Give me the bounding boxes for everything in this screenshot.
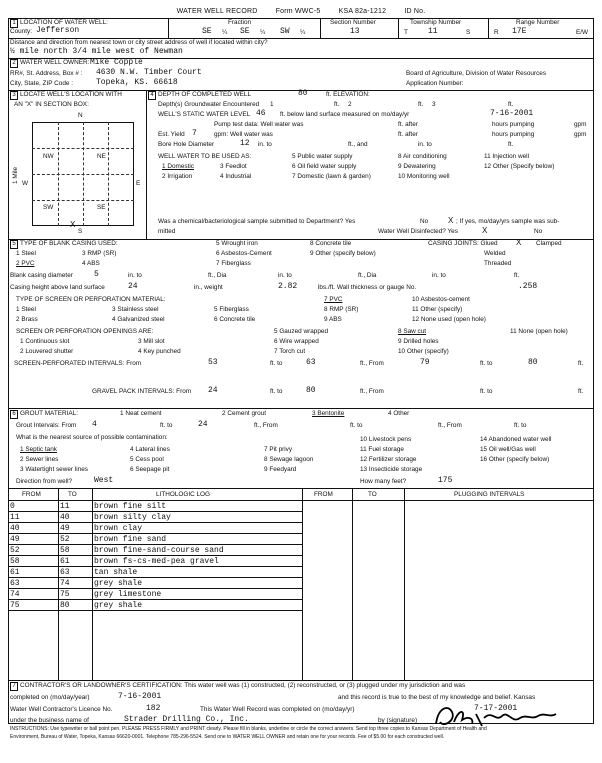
screen-concrete[interactable]: 6 Concrete tile [214,316,256,323]
yield-value[interactable]: 7 [192,129,197,138]
screen-from-2[interactable]: 79 [420,358,430,367]
use-label: WELL WATER TO BE USED AS: [158,153,252,160]
pump-test-label: Pump test data: Well water was [214,121,304,128]
completed-label: completed on (mo/day/year) [10,694,90,701]
section-box-label: AN "X" IN SECTION BOX: [14,101,89,108]
open-drilled[interactable]: 9 Drilled holes [398,338,439,345]
src-lagoon[interactable]: 8 Sewage lagoon [264,456,314,463]
grout-bentonite[interactable]: 3 Bentonite [312,410,345,417]
depth-label: 4 DEPTH OF COMPLETED WELL [148,91,251,100]
log-to[interactable]: 74 [60,579,70,588]
open-wire[interactable]: 6 Wire wrapped [274,338,319,345]
open-other[interactable]: 10 Other (specify) [398,348,449,355]
township-number[interactable]: 11 [428,27,438,36]
east-label: E [136,180,141,187]
open-gauzed[interactable]: 5 Gauzed wrapped [274,328,329,335]
log-from[interactable]: 11 [10,513,20,522]
license-number[interactable]: 182 [146,704,161,713]
use-domestic[interactable]: 1 Domestic [162,163,194,170]
casing-height-label: Casing height above land surface [10,284,105,291]
src-septic[interactable]: 1 Septic tank [20,446,57,453]
screen-rmp[interactable]: 8 RMP (SR) [324,306,359,313]
casing-other[interactable]: 9 Other (specify below) [310,250,376,257]
log-row [8,567,594,577]
fraction-label: Fraction [228,19,252,26]
log-to[interactable]: 80 [60,601,70,610]
src-feedyard[interactable]: 9 Feedyard [264,466,297,473]
open-key[interactable]: 4 Key punched [138,348,181,355]
fraction-1[interactable]: SE [202,27,212,36]
north-label: N [78,112,83,119]
log-from[interactable]: 63 [10,579,20,588]
yield-label: Est. Yield [158,131,185,138]
src-livestock[interactable]: 10 Livestock pens [360,436,412,443]
casing-diameter[interactable]: 5 [94,270,99,279]
casing-type-label: 5 TYPE OF BLANK CASING USED: [10,240,118,249]
license-label: Water Well Contractor's Licence No. [10,706,113,713]
log-row [8,523,594,533]
log-from[interactable]: 0 [10,502,15,511]
casing-steel[interactable]: 1 Steel [16,250,36,257]
chem-sample-label: Was a chemical/bacteriological sample submitted to Department? Yes [158,218,356,225]
groundwater-label: Depth(s) Groundwater Encountered [158,101,260,108]
statute: KSA 82a-1212 [338,8,387,15]
use-lawn[interactable]: 7 Domestic (lawn & garden) [292,173,371,180]
log-row [8,501,594,511]
log-to[interactable]: 40 [60,513,70,522]
log-from[interactable]: 58 [10,557,20,566]
casing-rmp[interactable]: 3 RMP (SR) [82,250,117,257]
contamination-label: What is the nearest source of possible contamination: [16,434,168,441]
depth-value[interactable]: 80 [298,89,308,98]
log-row [8,512,594,522]
screen-steel[interactable]: 1 Steel [16,306,36,313]
log-from[interactable]: 61 [10,568,20,577]
screen-intervals-label: SCREEN-PERFORATED INTERVALS: From [14,360,142,367]
sw-quadrant: SW [43,204,54,211]
grout-material-label: 6 GROUT MATERIAL: [10,410,78,419]
open-mill[interactable]: 3 Mill slot [138,338,165,345]
elevation-label: ft. ELEVATION: [326,91,370,98]
log-from[interactable]: 74 [10,590,20,599]
water-well-record-form: WATER WELL RECORD Form WWC-5 KSA 82a-1212 ID No. 1 LOCATION OF WATER WELL: County: Jefferson Fraction SE ¼ SE ¼ SW ¼ Section Number 13 Township Number T 11 S Range Number R 17E E/W Distance and direction from nearest town or city street address of well if located within city? ½ mile north 3/4 mile west of Newman 2 WATER WELL OWNER: Mike Copple RR#, St. Address, Box # : 4630 N.W. Timber Court City, State, ZIP Code : Topeka, KS. 66618 Board of Agriculture, Division of Water Resources Application Number: 3 LOCATE WELL'S LOCATION WITH AN "X" IN SECTION BOX: N S W E 1 Mile NW NE SW SE X 4 DEPTH OF COMPLETED WELL 80 ft. ELEVATION: Depth(s) Groundwater Encountered 1 ft. 2 ft. 3 ft. WELL'S STATIC WATER LEVEL 46 ft. below land surface measured on mo/day/yr 7-16-2001 Pump test data: Well water was ft. after hours pumping gpm Est. Yield 7 gpm: Well water was ft. after hours pumping gpm Bore Hole Diameter 12 in. to ft., and in. to ft. WELL WATER TO BE USED AS: 1 Domestic 2 Irrigation 3 Feedlot 4 Industrial 5 Public water supply 6 Oil field water supply 7 Domestic (lawn & garden) 8 Air conditioning 9 Dewatering 10 Monitoring well 11 Injection well 12 Other (Specify below) Was a chemical/bacteriological sample submitted to Department? Yes No X ; If yes, mo/day/yrs sample was sub- mitted Water Well Disinfected? Yes X No 5 TYPE OF BLANK CASING USED: 1 Steel 2 PVC 3 RMP (SR) 4 ABS 5 Wrought iron 6 Asbestos-Cement 7 Fiberglass 8 Concrete tile 9 Other (specify below) CASING JOINTS: Glued X Clamped Welded Threaded Blank casing diameter 5 in. to ft., Dia in. to ft., Dia in. to ft. Casing height above land surface 24 in., weight 2.82 lbs./ft. Wall thickness or gauge No. .258 TYPE OF SCREEN OR PERFORATION MATERIAL: 1 Steel 2 Brass 3 Stainless steel 4 Galvanized steel 5 Fiberglass 6 Concrete tile 7 PVC 8 RMP (SR) 9 ABS 10 Asbestos-cement 11 Other (specify) 12 None used (open hole) SCREEN OR PERFORATION OPENINGS ARE: 1 Continuous slot 2 Louvered shutter 3 Mill slot 4 Key punched 5 Gauzed wrapped 6 Wire wrapped 7 Torch cut 8 Saw cut 9 Drilled holes 10 Other (specify) 11 None (open hole) SCREEN-PERFORATED INTERVALS: From 53 ft. to 63 ft., From 79 ft. to 80 ft. GRAVEL PACK INTERVALS: From 24 ft. to 80 ft., From ft. to ft. 6 GROUT MATERIAL: 1 Neat cement 2 Cement grout 3 Bentonite 4 Other Grout Intervals: From 4 ft. to 24 ft., From ft. to ft., From ft. to What is the nearest source of possible contamination: 1 Septic tank 2 Sewer lines 3 Watertight sewer lines 4 Lateral lines 5 Cess pool 6 Seepage pit 7 Pit privy 8 Sewage lagoon 9 Feedyard 10 Livestock pens 11 Fuel storage 12 Fertilizer storage 13 Insecticide storage 14 Abandoned water well 15 Oil well/Gas well 16 Other (specify below) Direction from well? West How many feet? 175 FROM TO LITHOLOGIC LOG FROM TO PLUGGING INTERVALS 0 11 brown fine silt 11 40 brown silty clay 40 49 brown clay 49 52 brown fine sand 52 58 brown fine-sand-course sand 58 61 brown fs-cs-med-pea gravel 61 63 tan shale 63 74 grey shale 74 75 grey limestone 75 80 grey shale 7 CONTRACTOR'S OR LANDOWNER'S CERTIFICATION: This water well was (1) constructed, (2) reconstructed, or (3) plugged under my jurisdiction and was completed on (mo/day/year) 7-16-2001 and this record is true to the best of my knowledge and belief. Kansas Water Well Contractor's Licence No. 182 This Water Well Record was completed on (mo/day/yr) 7-17-2001 under the business name of Strader Drilling Co., Inc. by (signature) INSTRUCTIONS: Use typewriter or ball point pen. PLEASE PRESS FIRMLY and PRINT clearly. Please fill in blanks, underline or circle the correct answers. Send top three copies to Kansas Department of Health and Environment, Bureau of Water, Topeka, Kansas 66620-0001. Telephone 785-296-5524. Send one to WATER WELL OWNER and retain one for your records. Fee of $5.00 for each constructed well. [8,8,594,746]
section-number-label: Section Number [330,19,376,26]
screen-abs[interactable]: 9 ABS [324,316,342,323]
use-irrigation[interactable]: 2 Irrigation [162,173,193,180]
log-description[interactable]: brown silty clay [94,513,171,522]
log-description[interactable]: grey limestone [94,590,162,599]
open-continuous[interactable]: 1 Continuous slot [20,338,70,345]
screen-material-label: TYPE OF SCREEN OR PERFORATION MATERIAL: [16,296,166,303]
screen-none[interactable]: 12 None used (open hole) [412,316,486,323]
business-label: under the business name of [10,717,89,724]
casing-gauge[interactable]: .258 [518,282,538,291]
log-to[interactable]: 58 [60,546,70,555]
gravel-intervals-label: GRAVEL PACK INTERVALS: From [92,388,192,395]
fraction-3[interactable]: SW [280,27,290,36]
src-abandoned[interactable]: 14 Abandoned water well [480,436,552,443]
casing-wrought[interactable]: 5 Wrought iron [216,240,258,247]
use-public[interactable]: 5 Public water supply [292,153,353,160]
use-oilfield[interactable]: 6 Oil field water supply [292,163,357,170]
use-feedlot[interactable]: 3 Feedlot [220,163,247,170]
id-number-label: ID No. [404,8,426,15]
fraction-2[interactable]: SE [240,27,250,36]
address-value[interactable]: 4630 N.W. Timber Court [96,68,202,77]
well-location-mark: X [70,220,76,229]
joints-glued-mark[interactable]: X [516,238,522,247]
screen-other[interactable]: 11 Other (specify) [412,306,463,313]
screen-brass[interactable]: 2 Brass [16,316,38,323]
distance-label: Distance and direction from nearest town or city street address of well if located within city? [10,39,268,46]
log-description[interactable]: brown fine silt [94,502,167,511]
screen-to-2[interactable]: 80 [528,358,538,367]
form-number: Form WWC-5 [275,8,321,15]
se-quadrant: SE [97,204,106,211]
completed-date[interactable]: 7-16-2001 [118,692,162,701]
distance-value[interactable]: ½ mile north 3/4 mile west of Newman [10,47,183,56]
instructions-line-2: Environment, Bureau of Water, Topeka, Kansas 66620-0001. Telephone 785-296-5524. Send one to WATER WELL OWNER and retain one for your records. Fee of $5.00 for each constructed well. [10,734,445,740]
grout-other[interactable]: 4 Other [388,410,410,417]
log-to[interactable]: 61 [60,557,70,566]
screen-asbestos[interactable]: 10 Asbestos-cement [412,296,470,303]
log-description[interactable]: grey shale [94,579,143,588]
range-label: Range Number [516,19,560,26]
use-dewatering[interactable]: 9 Dewatering [398,163,436,170]
src-sewer[interactable]: 2 Sewer lines [20,456,59,463]
county-label: County: [10,28,33,35]
static-level-value[interactable]: 46 [256,109,266,118]
record-date[interactable]: 7-17-2001 [474,704,518,713]
use-industrial[interactable]: 4 Industrial [220,173,252,180]
grout-intervals-label: Grout Intervals: From [16,422,77,429]
form-header [8,8,594,18]
direction-label: Direction from well? [16,478,73,485]
open-torch[interactable]: 7 Torch cut [274,348,306,355]
openings-label: SCREEN OR PERFORATION OPENINGS ARE: [16,328,154,335]
log-row [8,534,594,544]
src-watertight[interactable]: 3 Watertight sewer lines [20,466,88,473]
src-privy[interactable]: 7 Pit privy [264,446,293,453]
log-to[interactable]: 11 [60,502,70,511]
src-lateral[interactable]: 4 Lateral lines [130,446,170,453]
use-injection[interactable]: 11 Injection well [484,153,529,160]
bore-value[interactable]: 12 [240,139,250,148]
screen-fiberglass[interactable]: 5 Fiberglass [214,306,249,313]
log-to-header: TO [68,491,77,498]
grout-from[interactable]: 4 [92,420,97,429]
src-seepage[interactable]: 6 Seepage pit [130,466,170,473]
log-row [8,578,594,588]
screen-galvanized[interactable]: 4 Galvanized steel [112,316,165,323]
township-label: Township Number [410,19,462,26]
certification-text: 7 CONTRACTOR'S OR LANDOWNER'S CERTIFICATION: This water well was (1) constructed, (2) reconstructed, or (3) plugged under my jurisdiction and was [10,682,465,691]
grout-cement[interactable]: 2 Cement grout [222,410,267,417]
casing-concrete[interactable]: 8 Concrete tile [310,240,352,247]
use-ac[interactable]: 8 Air conditioning [398,153,447,160]
bore-label: Bore Hole Diameter [158,141,215,148]
use-other[interactable]: 12 Other (Specify below) [484,163,555,170]
log-from[interactable]: 75 [10,601,20,610]
log-from[interactable]: 49 [10,535,20,544]
log-row [8,545,594,555]
south-label: S [78,228,83,235]
gravel-from[interactable]: 24 [208,386,218,395]
form-title: WATER WELL RECORD [176,8,258,15]
business-name[interactable]: Strader Drilling Co., Inc. [124,715,249,724]
src-insecticide[interactable]: 13 Insecticide storage [360,466,423,473]
static-level-date[interactable]: 7-16-2001 [490,109,534,118]
feet-value[interactable]: 175 [438,476,453,485]
mile-label: 1 Mile [12,166,19,184]
static-level-label: WELL'S STATIC WATER LEVEL [158,111,251,118]
plug-from-header: FROM [314,491,333,498]
log-to[interactable]: 75 [60,590,70,599]
address-label: RR#, St. Address, Box # : [10,70,83,77]
log-from[interactable]: 52 [10,546,20,555]
casing-fiberglass[interactable]: 7 Fiberglass [216,260,251,267]
direction-value[interactable]: West [94,476,114,485]
screen-from-1[interactable]: 53 [208,358,218,367]
grout-to[interactable]: 24 [198,420,208,429]
log-description[interactable]: brown clay [94,524,143,533]
open-saw[interactable]: 8 Saw cut [398,328,427,335]
log-description[interactable]: brown fs-cs-med-pea gravel [94,557,219,566]
section-2-title: 2 WATER WELL OWNER: [10,59,89,68]
log-to[interactable]: 49 [60,524,70,533]
src-oilgas[interactable]: 15 Oil well/Gas well [480,446,536,453]
use-monitoring[interactable]: 10 Monitoring well [398,173,450,180]
casing-asbestos[interactable]: 6 Asbestos-Cement [216,250,272,257]
gravel-to[interactable]: 80 [306,386,316,395]
log-to[interactable]: 63 [60,568,70,577]
log-to[interactable]: 52 [60,535,70,544]
application-number-label: Application Number: [406,80,464,87]
src-other[interactable]: 16 Other (specify below) [480,456,550,463]
chem-sample-no-mark[interactable]: X [448,216,454,225]
city-label: City, State, ZIP Code : [10,80,73,87]
west-label: W [22,180,29,187]
range-number[interactable]: 17E [512,27,527,36]
board-label: Board of Agriculture, Division of Water Resources [406,70,547,77]
section-number[interactable]: 13 [350,27,360,36]
city-value[interactable]: Topeka, KS. 66618 [96,78,178,87]
screen-to-1[interactable]: 63 [306,358,316,367]
owner-name[interactable]: Mike Copple [90,58,143,67]
open-none[interactable]: 11 None (open hole) [510,328,568,335]
log-description[interactable]: tan shale [94,568,138,577]
instructions-line-1: INSTRUCTIONS: Use typewriter or ball point pen. PLEASE PRESS FIRMLY and PRINT clearly. Please fill in blanks, underline or circle the correct answers. Send top three copies to Kansas Department of Health and [10,726,487,732]
open-louvered[interactable]: 2 Louvered shutter [20,348,74,355]
log-row [8,600,594,610]
casing-abs[interactable]: 4 ABS [82,260,100,267]
grout-neat[interactable]: 1 Neat cement [120,410,162,417]
log-description[interactable]: brown fine sand [94,535,167,544]
casing-pvc[interactable]: 2 PVC [16,260,35,267]
section-1-title: 1 LOCATION OF WATER WELL: [10,19,108,28]
log-description[interactable]: grey shale [94,601,143,610]
casing-weight[interactable]: 2.82 [278,282,298,291]
src-cesspool[interactable]: 5 Cess pool [130,456,164,463]
casing-height[interactable]: 24 [128,282,138,291]
log-description[interactable]: brown fine-sand-course sand [94,546,224,555]
signature-label: by (signature) [378,717,418,724]
disinfected-label: Water Well Disinfected? Yes [378,228,458,235]
disinfected-yes-mark[interactable]: X [482,226,488,235]
log-from-header: FROM [22,491,41,498]
plug-to-header: TO [368,491,377,498]
section-3-title: 3 LOCATE WELL'S LOCATION WITH [10,91,122,100]
ne-quadrant: NE [97,153,106,160]
screen-pvc[interactable]: 7 PVC [324,296,343,303]
nw-quadrant: NW [43,153,54,160]
joints-label: CASING JOINTS: Glued [428,240,498,247]
feet-label: How many feet? [360,478,407,485]
screen-stainless[interactable]: 3 Stainless steel [112,306,159,313]
county-value[interactable]: Jefferson [36,26,80,35]
src-fertilizer[interactable]: 12 Fertilizer storage [360,456,417,463]
lithologic-log-header: LITHOLOGIC LOG [156,491,210,498]
src-fuel[interactable]: 11 Fuel storage [360,446,404,453]
log-row [8,589,594,599]
plugging-intervals-header: PLUGGING INTERVALS [454,491,525,498]
log-row [8,556,594,566]
log-from[interactable]: 40 [10,524,20,533]
casing-diameter-label: Blank casing diameter [10,272,73,279]
